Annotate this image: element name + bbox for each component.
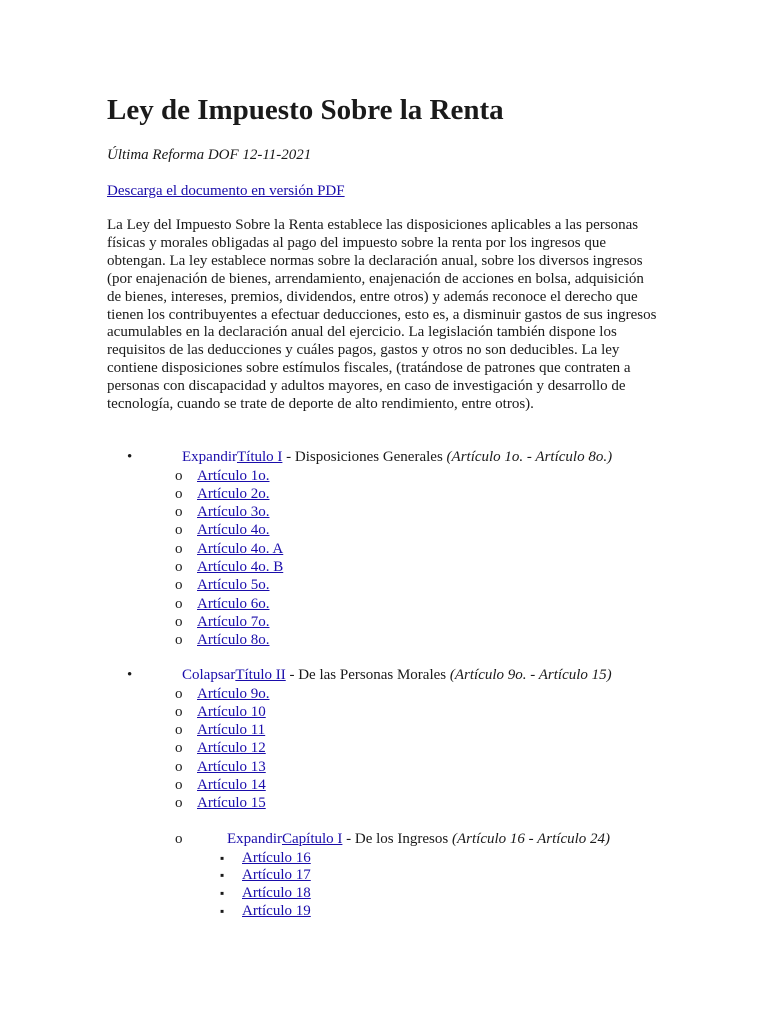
intro-line: físicas y morales obligadas al pago del impuesto sobre la renta por los ingresos que xyxy=(107,234,607,251)
list-bullet: o xyxy=(175,577,183,594)
list-bullet: o xyxy=(175,504,183,521)
list-bullet: o xyxy=(175,485,183,502)
article-link[interactable]: Artículo 5o. xyxy=(197,577,270,594)
titulo-2-collapse-toggle[interactable]: Colapsar xyxy=(182,667,236,683)
list-bullet: o xyxy=(175,685,183,702)
last-reform-date: Última Reforma DOF 12-11-2021 xyxy=(107,147,312,163)
article-link[interactable]: Artículo 8o. xyxy=(197,632,270,649)
article-link[interactable]: Artículo 3o. xyxy=(197,504,270,521)
article-link[interactable]: Artículo 11 xyxy=(197,722,266,739)
article-link[interactable]: Artículo 6o. xyxy=(197,595,270,612)
intro-line: tienen los contribuyentes a efectuar deducciones, esto es, a disminuir gastos de sus ingresos xyxy=(107,306,657,323)
list-bullet: o xyxy=(175,522,183,539)
intro-line: tecnología, cuando se trate de deporte de alto rendimiento, entre otros). xyxy=(107,396,534,413)
titulo-2-heading xyxy=(182,666,612,684)
list-bullet: • xyxy=(127,449,133,465)
article-link[interactable]: Artículo 4o. B xyxy=(197,559,284,575)
list-bullet: o xyxy=(175,540,183,557)
capitulo-1-expand-toggle[interactable]: Expandir xyxy=(227,831,282,847)
list-bullet: o xyxy=(175,722,183,739)
list-bullet: ▪ xyxy=(220,868,225,883)
page-title: Ley de Impuesto Sobre la Renta xyxy=(107,94,504,126)
capitulo-1-link[interactable]: Capítulo I xyxy=(281,831,343,847)
list-bullet: o xyxy=(175,777,183,793)
list-bullet: o xyxy=(175,467,183,484)
article-link[interactable]: Artículo 7o. xyxy=(197,613,270,630)
intro-line: de bienes, intereses, premios, dividendos, entre otros) y además reconoce el derecho que xyxy=(107,288,638,305)
capitulo-1-description: - De los Ingresos xyxy=(342,831,452,847)
article-link[interactable]: Artículo 16 xyxy=(242,849,311,866)
list-bullet: ▪ xyxy=(220,850,225,865)
article-link[interactable]: Artículo 14 xyxy=(197,777,266,793)
article-link[interactable]: Artículo 4o. xyxy=(197,522,270,539)
article-link[interactable]: Artículo 17 xyxy=(242,867,311,884)
list-bullet: o xyxy=(175,632,183,649)
article-link[interactable]: Artículo 4o. A xyxy=(197,540,284,557)
titulo-1-range: (Artículo 1o. - Artículo 8o.) xyxy=(446,449,613,465)
capitulo-1-heading xyxy=(227,830,610,848)
list-bullet: o xyxy=(175,703,183,720)
list-bullet: o xyxy=(175,740,183,757)
list-bullet: o xyxy=(175,831,183,847)
article-link[interactable]: Artículo 1o. xyxy=(197,467,270,484)
list-bullet: o xyxy=(175,758,183,775)
list-bullet: o xyxy=(175,595,183,612)
article-link[interactable]: Artículo 10 xyxy=(197,703,266,720)
intro-line: requisitos de las deducciones y cuáles pagos, gastos y otros no son deducibles. La ley xyxy=(107,342,620,359)
list-bullet: o xyxy=(175,559,183,575)
list-bullet: o xyxy=(175,613,183,630)
titulo-2-link[interactable]: Título II xyxy=(235,667,286,683)
download-pdf-link[interactable]: Descarga el documento en versión PDF xyxy=(107,183,345,199)
intro-line: La Ley del Impuesto Sobre la Renta establece las disposiciones aplicables a las personas xyxy=(107,217,639,233)
titulo-1-expand-toggle[interactable]: Expandir xyxy=(182,449,237,465)
titulo-1-heading xyxy=(182,448,612,466)
list-bullet: ▪ xyxy=(220,903,225,918)
article-link[interactable]: Artículo 15 xyxy=(197,795,266,812)
intro-line: (por enajenación de bienes, arrendamiento, enajenación de acciones en bolsa, adquisición xyxy=(107,270,644,287)
titulo-1-link[interactable]: Título I xyxy=(236,449,283,465)
intro-paragraph xyxy=(107,217,667,414)
titulo-2-range: (Artículo 9o. - Artículo 15) xyxy=(449,667,612,683)
intro-line: personas con discapacidad y adultos mayores, en caso de investigación y desarrollo de xyxy=(107,378,626,395)
intro-line: acumulables en la declaración anual del ejercicio. La legislación también dispone los xyxy=(107,324,617,341)
list-bullet: • xyxy=(127,667,133,683)
titulo-1-description: - Disposiciones Generales xyxy=(282,449,447,465)
list-bullet: ▪ xyxy=(220,886,225,901)
article-link[interactable]: Artículo 13 xyxy=(197,758,266,775)
article-link[interactable]: Artículo 12 xyxy=(197,740,266,757)
intro-line: obtengan. La ley establece normas sobre la declaración anual, sobre los diversos ingresos xyxy=(107,252,643,269)
list-bullet: o xyxy=(175,795,183,812)
article-link[interactable]: Artículo 18 xyxy=(242,885,311,902)
intro-line: contiene disposiciones sobre estímulos fiscales, (tratándose de patrones que contraten a xyxy=(107,360,631,377)
article-link[interactable]: Artículo 19 xyxy=(242,902,311,919)
capitulo-1-range: (Artículo 16 - Artículo 24) xyxy=(451,831,611,847)
titulo-2-description: - De las Personas Morales xyxy=(285,667,450,683)
article-link[interactable]: Artículo 9o. xyxy=(197,685,270,702)
article-link[interactable]: Artículo 2o. xyxy=(197,485,270,502)
